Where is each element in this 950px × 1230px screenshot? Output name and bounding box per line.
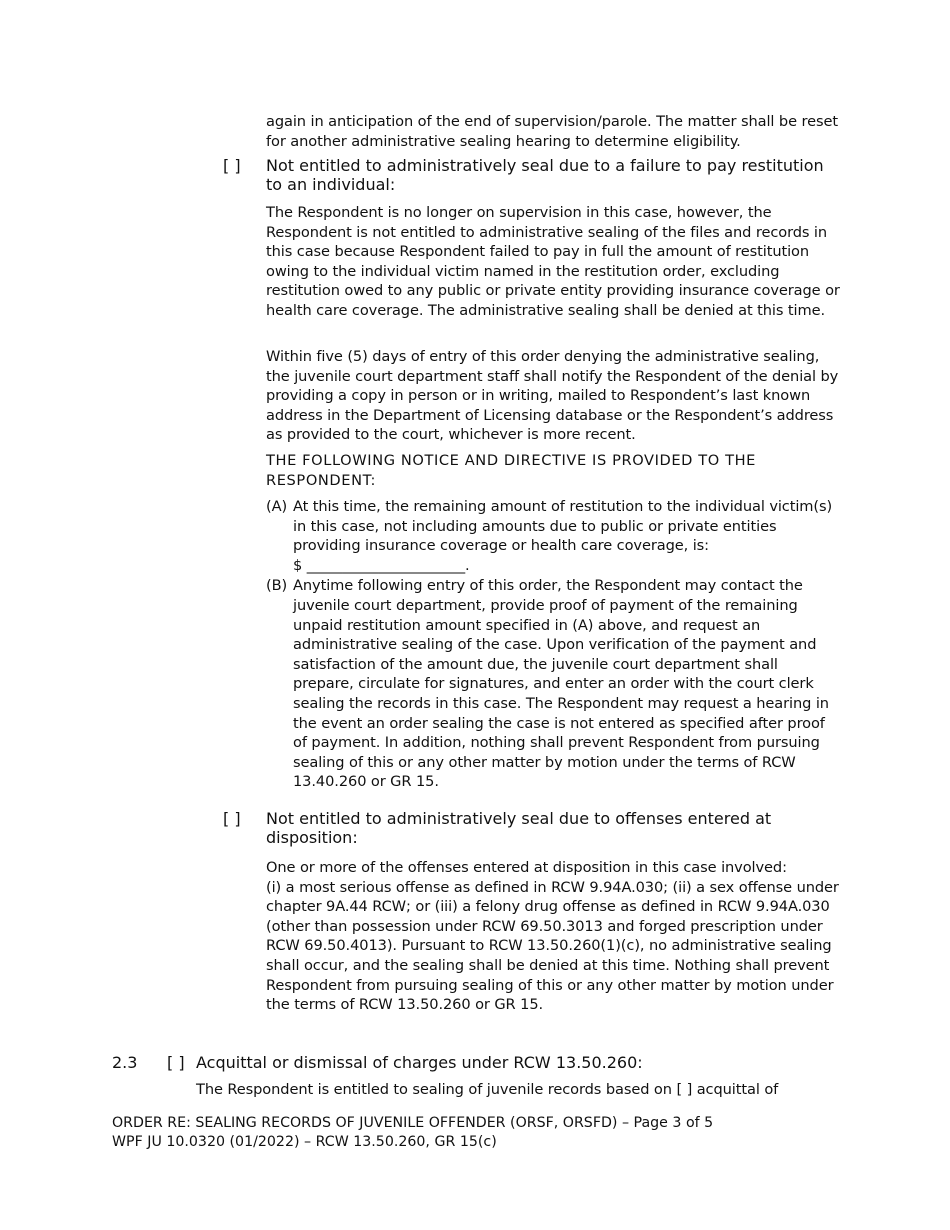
continuation-text: again in anticipation of the end of supervision/parole. The matter shall be reset for another administrative sealing hearing to determine eligibility. <box>266 113 838 150</box>
directive-text-a: At this time, the remaining amount of restitution to the individual victim(s) in this case, not including amounts due to public or private entities providing insurance coverage or health care coverage, is: <box>293 498 833 555</box>
acquittal-heading: Acquittal or dismissal of charges under RCW 13.50.260: <box>196 1053 643 1072</box>
directive-text-b: Anytime following entry of this order, the Respondent may contact the juvenile court department, provide proof of payment of the remaining unpaid restitution amount specified in (A) above, and request an administrative sealing of the case. Upon verification of the payment and satisfaction of the amount due, the juvenile court department shall prepare, circulate for signatures, and enter an order with the court clerk sealing the records in this case. The Respondent may request a hearing in the event an order sealing the case is not entered as specified after proof of payment. In addition, nothing shall prevent Respondent from pursuing sealing of this or any other matter by motion under the terms of RCW 13.40.260 or GR 15. <box>293 577 829 791</box>
acquittal-text: The Respondent is entitled to sealing of juvenile records based on [ ] acquittal of <box>196 1081 779 1098</box>
acquittal-checkbox[interactable]: [ ] <box>167 1053 185 1072</box>
restitution-paragraph-2: Within five (5) days of entry of this order denying the administrative sealing, the juvenile court department staff shall notify the Respondent of the denial by providing a copy in person or in writing, mailed to Respondent’s last known address in the Department of Licensing database or the Respondent’s address as provided to the court, whichever is more recent. <box>266 348 839 444</box>
restitution-checkbox[interactable]: [ ] <box>223 156 241 175</box>
directive-list <box>266 497 841 792</box>
restitution-amount-field[interactable]: $ ______________________. <box>293 556 470 574</box>
offenses-paragraph <box>266 858 841 1015</box>
offenses-body: (i) a most serious offense as defined in RCW 9.94A.030; (ii) a sex offense under chapter 9A.44 RCW; or (iii) a felony drug offense as defined in RCW 9.94A.030 (other than possession under RCW 69.50.3013 and forged prescription under RCW 69.50.4013). Pursuant to RCW 13.50.260(1)(c), no administrative sealing shall occur, and the sealing shall be denied at this time. Nothing shall prevent Respondent from pursuing sealing of this or any other matter by motion under the terms of RCW 13.50.260 or GR 15. <box>266 878 839 1014</box>
offenses-heading: Not entitled to administratively seal due to offenses entered at disposition: <box>266 809 772 848</box>
notice-heading: THE FOLLOWING NOTICE AND DIRECTIVE IS PROVIDED TO THE RESPONDENT: <box>266 452 757 489</box>
directive-label-a: (A) <box>266 498 288 515</box>
restitution-heading: Not entitled to administratively seal due to a failure to pay restitution to an individual: <box>266 156 824 195</box>
section-number: 2.3 <box>112 1053 138 1072</box>
offenses-intro: One or more of the offenses entered at disposition in this case involved: <box>266 859 787 876</box>
footer-form-number: WPF JU 10.0320 (01/2022) – RCW 13.50.260, GR 15(c) <box>112 1134 497 1150</box>
directive-item-a <box>266 497 841 575</box>
directive-label-b: (B) <box>266 577 288 595</box>
restitution-paragraph-1: The Respondent is no longer on supervision in this case, however, the Respondent is not entitled to administrative sealing of the files and records in this case because Respondent failed to pay in full the amount of restitution owing to the individual victim named in the restitution order, excluding restitution owed to any public or private entity providing insurance coverage or health care coverage. The administrative sealing shall be denied at this time. <box>266 204 840 319</box>
offenses-checkbox[interactable]: [ ] <box>223 809 241 828</box>
directive-item-b <box>266 576 841 792</box>
footer-title: ORDER RE: SEALING RECORDS OF JUVENILE OFFENDER (ORSF, ORSFD) – Page 3 of 5 <box>112 1115 714 1131</box>
